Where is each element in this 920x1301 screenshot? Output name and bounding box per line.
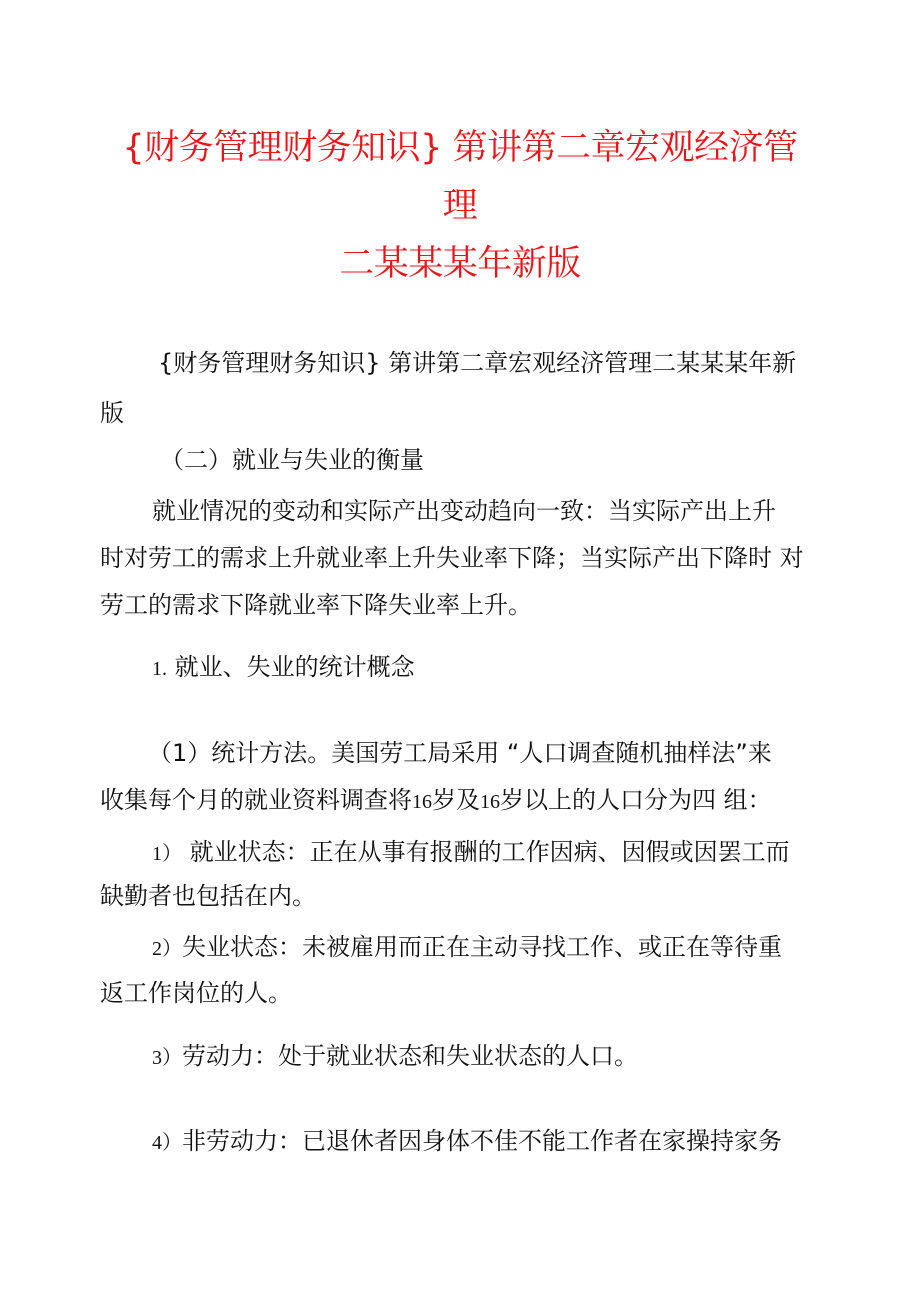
sub-item-4-text: 非劳动力：已退休者因身体不佳不能工作者在家操持家务 bbox=[182, 1127, 782, 1155]
age-number-2: 16 bbox=[480, 791, 500, 813]
item-1 bbox=[152, 652, 415, 684]
sub-item-2-line-2: 返工作岗位的人。 bbox=[100, 979, 292, 1007]
document-title-line-2: 理 bbox=[442, 186, 478, 226]
sub-item-2-number: 2） bbox=[152, 938, 182, 960]
sub-item-4 bbox=[152, 1126, 782, 1158]
item-1-1-number: （1） bbox=[148, 739, 212, 767]
sub-item-2-line-1 bbox=[152, 932, 782, 964]
item-1-1-line-2-part-b: 岁及 bbox=[432, 786, 480, 814]
paragraph-1-line-3: 劳工的需求下降就业率下降失业率上升。 bbox=[100, 591, 532, 619]
item-1-1-line-1 bbox=[148, 738, 772, 768]
paragraph-1-line-1: 就业情况的变动和实际产出变动趋向一致：当实际产出上升 bbox=[152, 497, 776, 525]
sub-item-1-text: 就业状态：正在从事有报酬的工作因病、因假或因罢工而 bbox=[189, 838, 790, 866]
document-title-line-3: 二某某某年新版 bbox=[339, 244, 581, 284]
sub-item-1-number: 1） bbox=[152, 843, 182, 865]
sub-item-2-text: 失业状态：未被雇用而正在主动寻找工作、或正在等待重 bbox=[182, 933, 782, 961]
sub-item-1-line-1 bbox=[152, 837, 790, 869]
sub-item-1-line-2: 缺勤者也包括在内。 bbox=[100, 882, 316, 910]
item-1-1-line-2-part-a: 收集每个月的就业资料调查将 bbox=[100, 786, 412, 814]
sub-item-3-text: 劳动力：处于就业状态和失业状态的人口。 bbox=[182, 1042, 638, 1070]
intro-line-1: {财务管理财务知识} 第讲第二章宏观经济管理二某某某年新 bbox=[158, 349, 797, 377]
section-heading: （二）就业与失业的衡量 bbox=[160, 446, 424, 474]
item-1-number: 1. bbox=[152, 658, 167, 680]
item-1-1-line-2-part-c: 岁以上的人口分为四 组： bbox=[500, 786, 772, 814]
sub-item-3 bbox=[152, 1041, 638, 1073]
paragraph-1-line-2: 时对劳工的需求上升就业率上升失业率下降；当实际产出下降时 对 bbox=[100, 544, 804, 572]
document-title-line-1: {财务管理财务知识} 第讲第二章宏观经济管 bbox=[122, 128, 798, 168]
intro-line-2: 版 bbox=[100, 399, 124, 427]
item-1-1-line-2 bbox=[100, 785, 772, 817]
sub-item-3-number: 3） bbox=[152, 1047, 182, 1069]
age-number-1: 16 bbox=[412, 791, 432, 813]
item-1-1-text: 统计方法。美国劳工局采用 “人口调查随机抽样法”来 bbox=[211, 739, 772, 767]
item-1-text: 就业、失业的统计概念 bbox=[174, 653, 415, 681]
sub-item-4-number: 4） bbox=[152, 1132, 182, 1154]
